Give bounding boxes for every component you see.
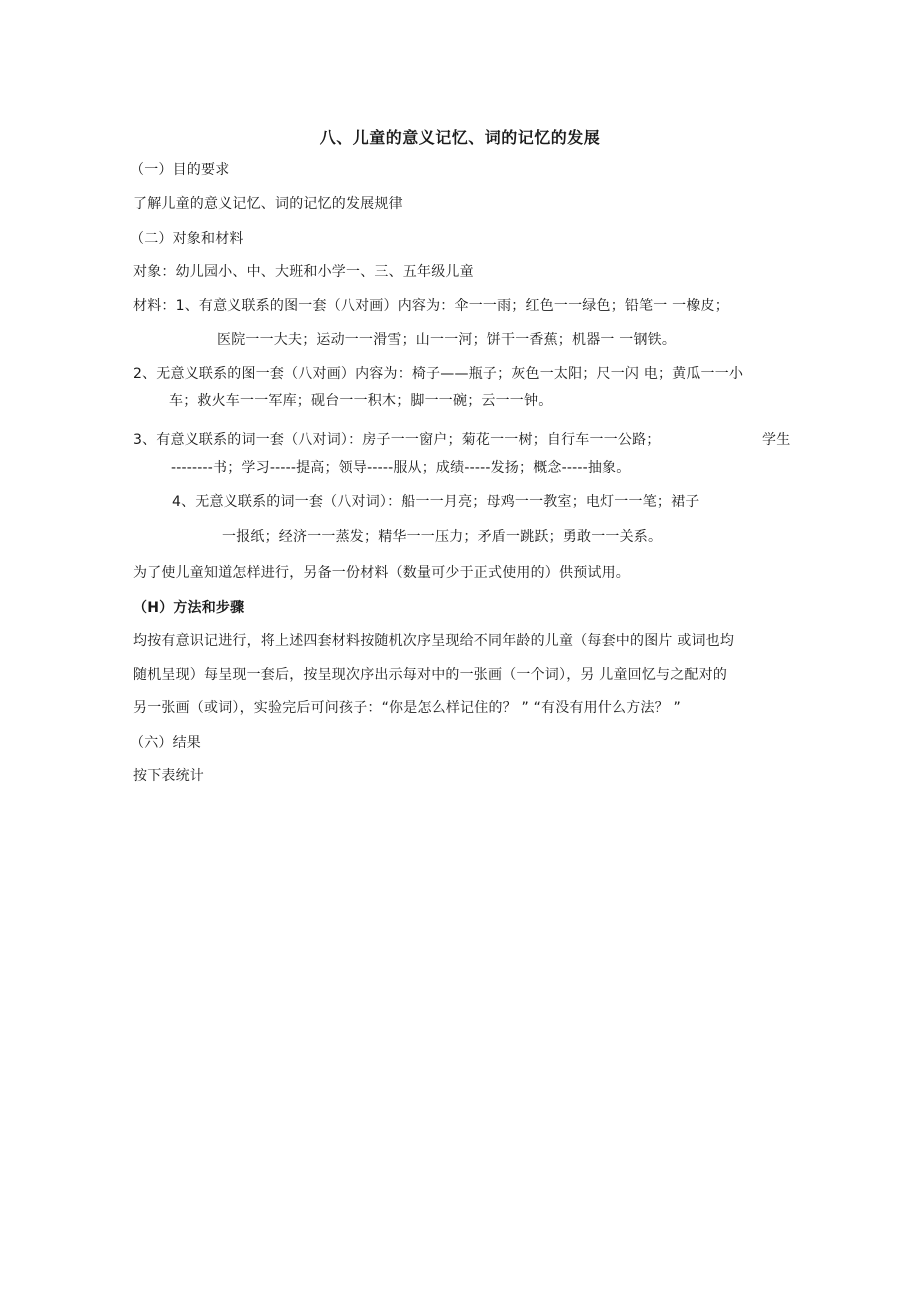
section-heading-results: （六）结果 [130,735,201,751]
section-heading-subjects-materials: （二）对象和材料 [130,231,244,247]
material-4-line-1: 4、无意义联系的词一套（八对词）：船一一月亮；母鸡一一教室；电灯一一笔；裙子 [172,494,700,510]
section-heading-method: （H）方法和步骤 [133,600,245,616]
material-2-line-1: 2、无意义联系的图一套（八对画）内容为：椅子——瓶子；灰色一太阳；尺一闪 电；黄瓜一一小 [133,366,744,382]
material-1-line-2: 医院一一大夫；运动一一滑雪；山一一河；饼干一香蕉；机器一 一钢铁。 [217,332,677,348]
material-3-line-1: 3、有意义联系的词一套（八对词）：房子一一窗户；菊花一一树；自行车一一公路； [133,432,661,448]
section-heading-purpose: （一）目的要求 [130,162,230,178]
purpose-text: 了解儿童的意义记忆、词的记忆的发展规律 [133,196,403,212]
method-paragraph-line-2: 随机呈现）每呈现一套后，按呈现次序出示每对中的一张画（一个词），另 儿童回忆与之配对的 [133,667,728,683]
material-2-line-2: 车；救火车一一军库；砚台一一积木；脚一一碗；云一一钟。 [169,393,553,409]
material-4-line-2: 一报纸；经济一一蒸发；精华一一压力；矛盾一跳跃；勇敢一一关系。 [222,529,663,545]
pretest-note: 为了使儿童知道怎样进行，另备一份材料（数量可少于正式使用的）供预试用。 [133,565,630,581]
material-3-line-1-end: 学生 [762,432,791,448]
method-paragraph-line-3: 另一张画（或词），实验完后可问孩子：“你是怎么样记住的？ ” “有没有用什么方法？ ” [133,700,681,716]
method-paragraph-line-1: 均按有意识记进行，将上述四套材料按随机次序呈现给不同年龄的儿童（每套中的图片 或词也均 [133,633,735,649]
subjects-text: 对象：幼儿园小、中、大班和小学一、三、五年级儿童 [133,264,474,280]
material-3-line-2: --------书；学习-----提高；领导-----服从；成绩-----发扬；概念-----抽象。 [171,460,631,476]
document-title: 八、儿童的意义记忆、词的记忆的发展 [319,128,601,147]
material-1-line-1: 材料：1、有意义联系的图一套（八对画）内容为：伞一一雨；红色一一绿色；铅笔一 一橡皮； [133,298,729,314]
results-text: 按下表统计 [133,768,204,784]
